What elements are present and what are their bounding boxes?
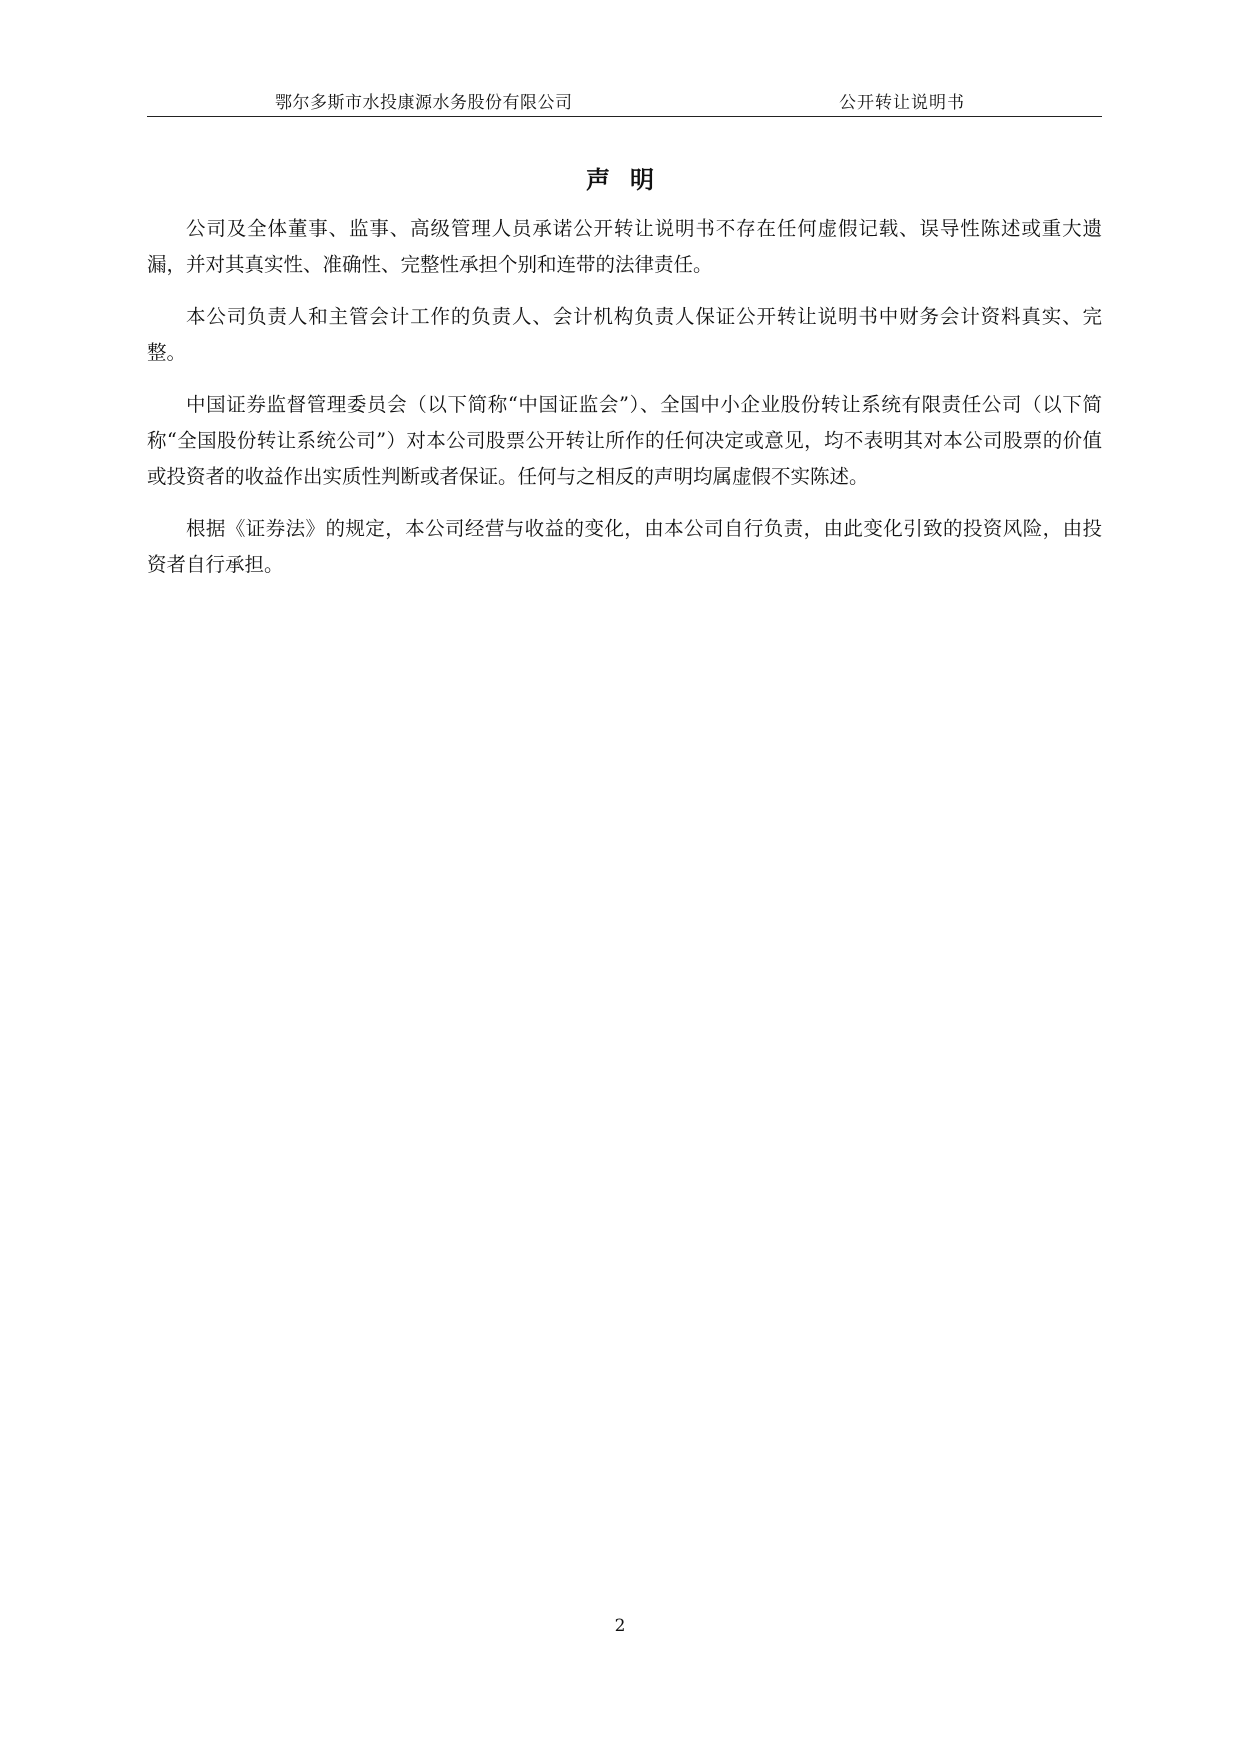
declaration-paragraph-2: 本公司负责人和主管会计工作的负责人、会计机构负责人保证公开转让说明书中财务会计资料真实、完整。 <box>147 305 1102 364</box>
page-number: 2 <box>614 1616 626 1636</box>
declaration-paragraph-3: 中国证券监督管理委员会（以下简称“中国证监会”）、全国中小企业股份转让系统有限责任公司（以下简称“全国股份转让系统公司”）对本公司股票公开转让所作的任何决定或意见，均不表明其对本公司股票的价值或投资者的收益作出实质性判断或者保证。任何与之相反的声明均属虚假不实陈述。 <box>147 393 1102 488</box>
header-company-name: 鄂尔多斯市水投康源水务股份有限公司 <box>275 93 573 113</box>
declaration-paragraph-1: 公司及全体董事、监事、高级管理人员承诺公开转让说明书不存在任何虚假记载、误导性陈述或重大遗漏，并对其真实性、准确性、完整性承担个别和连带的法律责任。 <box>147 217 1102 276</box>
page-header <box>147 88 1102 117</box>
declaration-body <box>147 211 1102 599</box>
header-document-type: 公开转让说明书 <box>839 93 965 113</box>
page-title: 声明 <box>586 165 674 194</box>
declaration-paragraph-4: 根据《证券法》的规定，本公司经营与收益的变化，由本公司自行负责，由此变化引致的投资风险，由投资者自行承担。 <box>147 517 1102 576</box>
